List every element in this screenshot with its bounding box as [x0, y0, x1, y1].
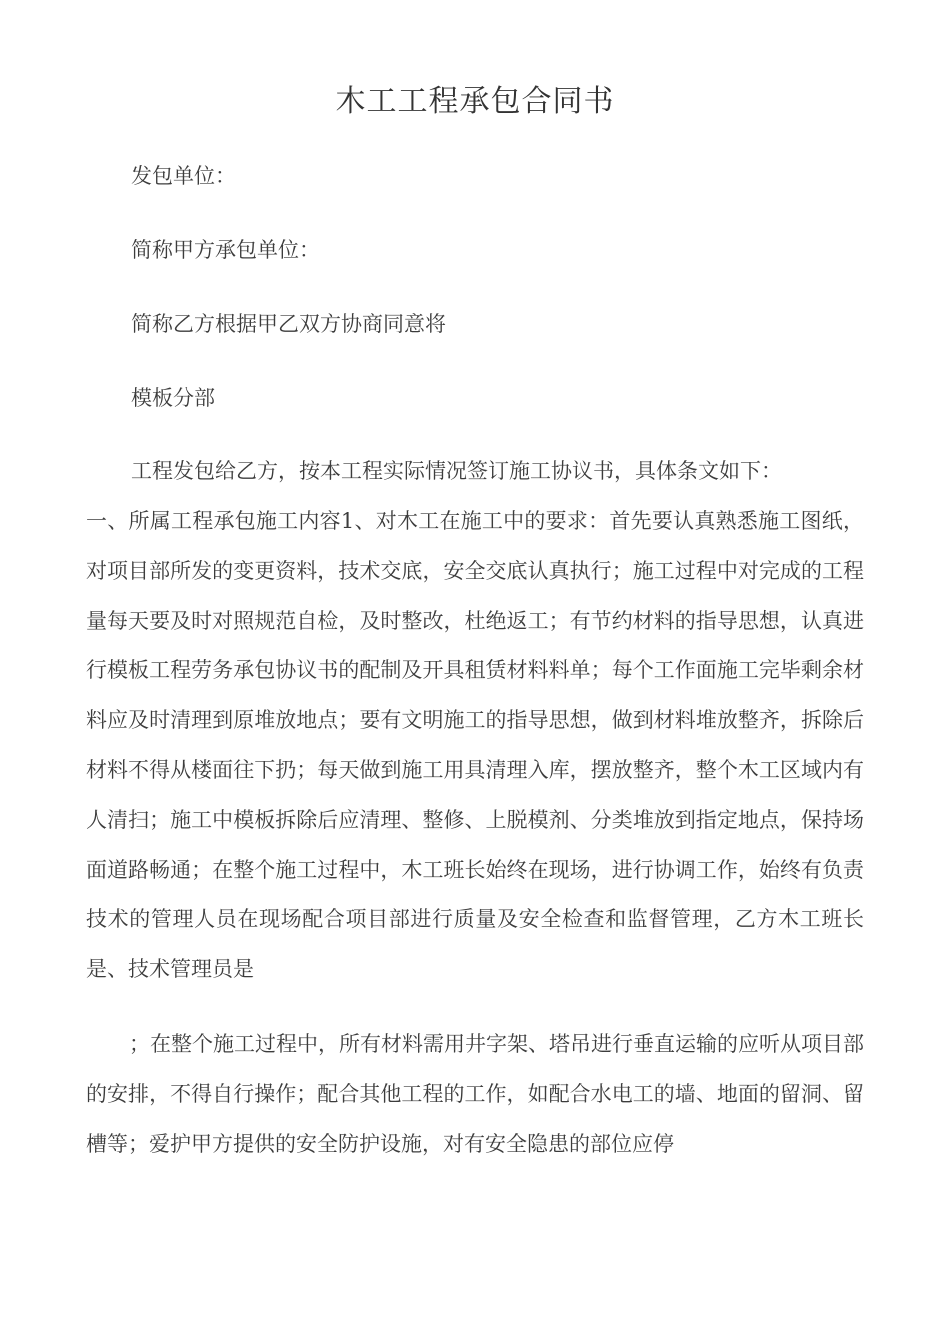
continuation-paragraph: ；在整个施工过程中，所有材料需用井字架、塔吊进行垂直运输的应听从项目部的安排，不得自行操作；配合其他工程的工作，如配合水电工的墙、地面的留洞、留槽等；爱护甲方提供的安全防护设施，对有安全隐患的部位应停 [86, 1032, 864, 1156]
intro-line: 工程发包给乙方，按本工程实际情况签订施工协议书，具体条文如下： [131, 459, 782, 483]
party-b-agreement-line: 简称乙方根据甲乙双方协商同意将 [131, 312, 446, 336]
section-one-paragraph: 一、所属工程承包施工内容1、对木工在施工中的要求：首先要认真熟悉施工图纸，对项目部所发的变更资料，技术交底，安全交底认真执行；施工过程中对完成的工程量每天要及时对照规范自检，及时整改，杜绝返工；有节约材料的指导思想，认真进行模板工程劳务承包协议书的配制及开具租赁材料料单；每个工作面施工完毕剩余材料应及时清理到原堆放地点；要有文明施工的指导思想，做到材料堆放整齐，拆除后材料不得从楼面往下扔；每天做到施工用具清理入库，摆放整齐，整个木工区域内有人清扫；施工中模板拆除后应清理、整修、上脱模剂、分类堆放到指定地点，保持场面道路畅通；在整个施工过程中，木工班长始终在现场，进行协调工作，始终有负责技术的管理人员在现场配合项目部进行质量及安全检查和监督管理，乙方木工班长是、技术管理员是 [86, 509, 864, 982]
employer-line: 发包单位： [131, 164, 236, 188]
document-title: 木工工程承包合同书 [335, 84, 615, 119]
formwork-line: 模板分部 [131, 386, 215, 410]
party-a-contractor-line: 简称甲方承包单位： [131, 238, 320, 262]
